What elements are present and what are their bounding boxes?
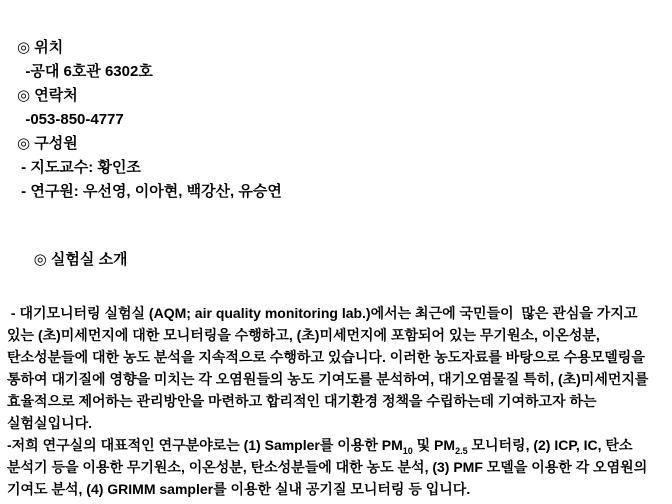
intro-line-5: [7, 390, 668, 412]
contact-value: [17, 108, 668, 132]
research-line-1: [7, 434, 668, 456]
subscript-text: 2.5: [455, 445, 468, 456]
intro-line-4: [7, 368, 668, 390]
text-segment: -저희 연구실의 대표적인 연구분야로는 (1) Sampler를 이용한 PM: [7, 437, 403, 453]
research-line-3: [7, 478, 668, 500]
text-segment: 분석기 등을 이용한 무기원소, 이온성분, 탄소성분들에 대한 농도 분석, (3) PMF 모델을 이용한 각 오염원의: [7, 459, 648, 475]
text-segment: 기여도 분석, (4) GRIMM sampler를 이용한 실내 공기질 모니터링 등 입니다.: [7, 481, 471, 497]
text-segment: - 연구원: 우선영, 이아현, 백강산, 유승연: [17, 183, 282, 200]
intro-heading-label: ◎ 실험실 소개: [33, 251, 128, 268]
text-segment: -공대 6호관 6302호: [17, 63, 153, 80]
text-segment: 효율적으로 제어하는 관리방안을 마련하고 합리적인 대기환경 정책을 수립하는데 기여하고자 하는: [7, 393, 597, 409]
text-segment: 통하여 대기질에 영향을 미치는 각 오염원들의 농도 기여도를 분석하여, 대기오염물질 특히, (초)미세먼지를: [7, 371, 649, 387]
text-segment: ◎ 연락처: [17, 87, 78, 104]
intro-description: [7, 302, 668, 434]
location-heading: [17, 36, 668, 60]
intro-line-1: [7, 302, 668, 324]
intro-heading: [7, 224, 668, 296]
research-areas: [7, 434, 668, 500]
text-segment: ◎ 위치: [17, 39, 64, 56]
intro-line-3: [7, 346, 668, 368]
text-segment: 모니터링, (2) ICP, IC, 탄소: [467, 437, 633, 453]
text-segment: ◎ 구성원: [17, 135, 78, 152]
intro-line-6: [7, 412, 668, 434]
research-line-2: [7, 456, 668, 478]
subscript-text: 10: [402, 445, 413, 456]
text-segment: 실험실입니다.: [7, 415, 93, 431]
contact-heading: [17, 84, 668, 108]
researchers-line: [17, 180, 668, 204]
text-segment: 및 PM: [412, 437, 456, 453]
text-segment: 있는 (초)미세먼지에 대한 모니터링을 수행하고, (초)미세먼지에 포함되어 있는 무기원소, 이온성분,: [7, 327, 600, 343]
info-section: [7, 36, 668, 204]
text-segment: -053-850-4777: [17, 111, 124, 128]
advisor-line: [17, 156, 668, 180]
text-segment: - 지도교수: 황인조: [17, 159, 141, 176]
text-segment: 탄소성분들에 대한 농도 분석을 지속적으로 수행하고 있습니다. 이러한 농도자료를 바탕으로 수용모델링을: [7, 349, 645, 365]
text-segment: - 대기모니터링 실험실 (AQM; air quality monitoring lab.)에서는 최근에 국민들이 많은 관심을 가지고: [7, 305, 638, 321]
location-value: [17, 60, 668, 84]
members-heading: [17, 132, 668, 156]
intro-line-2: [7, 324, 668, 346]
